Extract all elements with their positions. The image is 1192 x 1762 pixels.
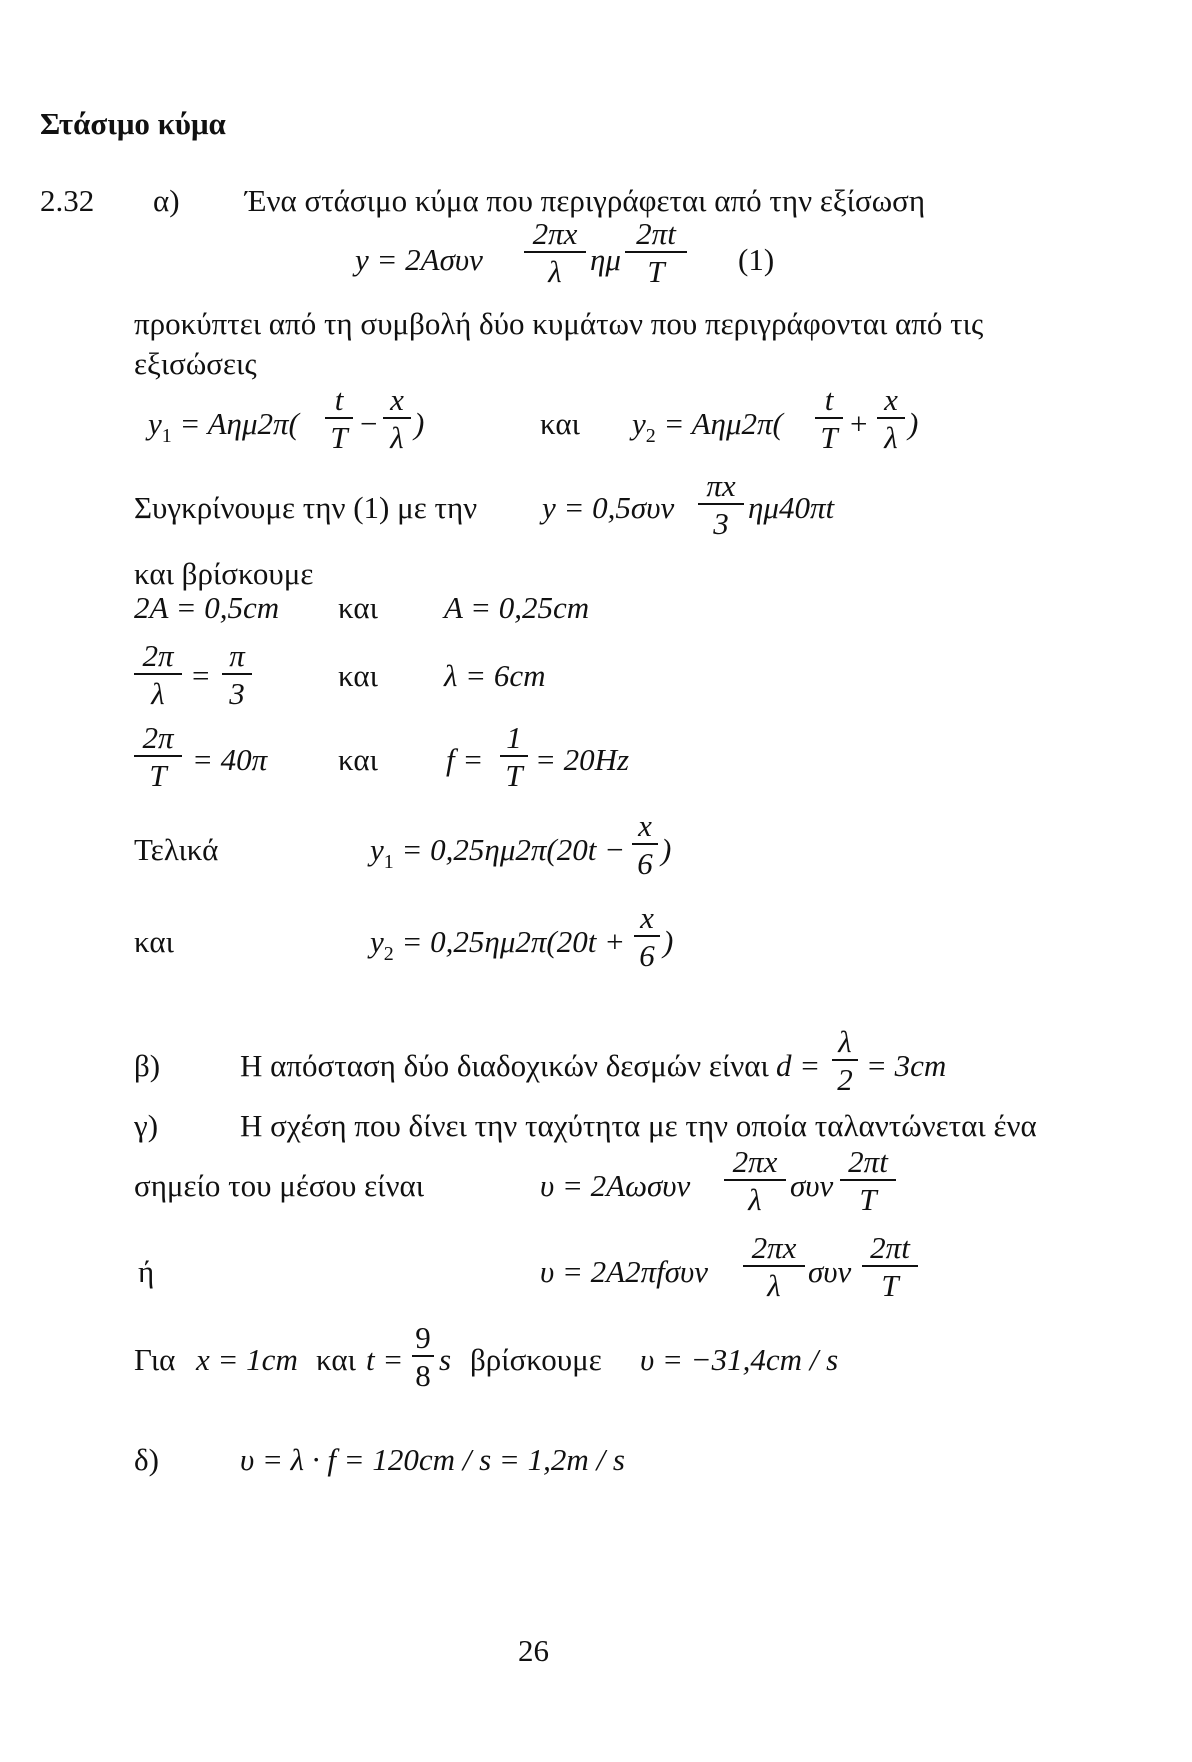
r2-right-den: 3: [229, 676, 245, 711]
v1-frac1-num: 2πx: [732, 1144, 778, 1179]
for-text: Για: [134, 1342, 176, 1377]
y1-close: ): [414, 406, 425, 441]
fraction-bar: [840, 1179, 896, 1181]
r2-left-frac: [134, 640, 182, 709]
page-number: 26: [518, 1633, 549, 1668]
v2-mid: συν: [808, 1254, 852, 1289]
part-c-line1: Η σχέση που δίνει την ταχύτητα με την οποία ταλαντώνεται ένα: [240, 1108, 1037, 1143]
fraction-bar: [862, 1265, 918, 1267]
part-b-text: Η απόσταση δύο διαδοχικών δεσμών είναι: [240, 1048, 769, 1083]
y2-frac-t: [815, 384, 843, 453]
text2-line2: εξισώσεις: [134, 346, 257, 381]
y2-frac-x: [877, 384, 905, 453]
y2-rhs: = Aημ2π(: [655, 406, 783, 441]
eq1-tag: (1): [738, 242, 775, 277]
v1-frac2: [840, 1146, 896, 1215]
part-d-label: δ): [134, 1442, 159, 1477]
v2-frac2: [862, 1232, 918, 1301]
v2-lhs: υ = 2A2πfσυν: [540, 1254, 709, 1289]
fraction-bar: [743, 1265, 805, 1267]
fraction-bar: [134, 673, 182, 675]
kai-1: και: [540, 406, 580, 441]
v1-frac1-den: λ: [748, 1182, 762, 1217]
kai-4: και: [338, 742, 378, 777]
part-a-label: α): [153, 183, 180, 218]
y2-plus: +: [850, 406, 868, 441]
t-unit: s: [439, 1342, 452, 1377]
compare-frac-den: 3: [713, 506, 729, 541]
fraction-bar: [325, 417, 353, 419]
v2-frac2-num: 2πt: [870, 1230, 910, 1265]
frac-t-den: T: [820, 420, 838, 455]
frac-x-den: λ: [390, 420, 404, 455]
final-y1-frac-num: x: [638, 808, 652, 843]
r2-left-den: λ: [151, 676, 165, 711]
eq1-frac1-num: 2πx: [532, 216, 578, 251]
fraction-bar: [815, 417, 843, 419]
frac-x-num: x: [390, 382, 404, 417]
r3-f-den: T: [505, 758, 523, 793]
v1-mid: συν: [790, 1168, 834, 1203]
part-d-eq: υ = λ · f = 120cm / s = 1,2m / s: [240, 1442, 625, 1477]
r1-right: A = 0,25cm: [444, 590, 590, 625]
fraction-bar: [383, 417, 411, 419]
final-y1-subscript: 1: [383, 851, 394, 873]
frac-x-den: λ: [884, 420, 898, 455]
t-frac: [412, 1322, 434, 1391]
r2-right-frac: [222, 640, 252, 709]
final-y2-frac-num: x: [640, 900, 654, 935]
fraction-bar: [877, 417, 905, 419]
kai-3: και: [338, 658, 378, 693]
eq1-frac2-den: T: [647, 254, 665, 289]
v-result: υ = −31,4cm / s: [640, 1342, 839, 1377]
y1-rhs: = Aημ2π(: [171, 406, 299, 441]
part-b-num: λ: [838, 1024, 852, 1059]
y2-close: ): [908, 406, 919, 441]
fraction-bar: [832, 1059, 858, 1061]
r3-f-rhs: = 20Hz: [535, 742, 630, 777]
eq1-frac1: [524, 218, 586, 287]
final-y2-symbol: y: [370, 924, 384, 959]
eq1-frac1-den: λ: [548, 254, 562, 289]
finally-text: Τελικά: [134, 832, 219, 867]
or-text: ή: [138, 1254, 155, 1289]
fraction-bar: [500, 755, 528, 757]
final-y2-rhs: = 0,25ημ2π(20t +: [393, 924, 626, 959]
t-num: 9: [415, 1320, 431, 1355]
fraction-bar: [524, 251, 586, 253]
fraction-bar: [134, 755, 182, 757]
v1-lhs: υ = 2Aωσυν: [540, 1168, 691, 1203]
final-y2-subscript: 2: [383, 943, 394, 965]
fraction-bar: [632, 843, 658, 845]
fraction-bar: [625, 251, 687, 253]
problem-number: 2.32: [40, 183, 95, 218]
final-y1: [370, 832, 626, 873]
part-a-intro: Ένα στάσιμο κύμα που περιγράφεται από την εξίσωση: [245, 183, 926, 218]
fraction-bar: [698, 503, 744, 505]
v1-frac2-num: 2πt: [848, 1144, 888, 1179]
eq1-lhs: y = 2Aσυν: [355, 242, 483, 277]
fraction-bar: [222, 673, 252, 675]
final-y2-frac-den: 6: [639, 938, 655, 973]
final-y1-symbol: y: [370, 832, 384, 867]
v2-frac1-den: λ: [767, 1268, 781, 1303]
find-text: και βρίσκουμε: [134, 556, 314, 591]
final-y1-close: ): [661, 832, 672, 867]
y1-equation: [148, 406, 299, 447]
r3-left-den: T: [149, 758, 167, 793]
compare-text: Συγκρίνουμε την (1) με την: [134, 490, 478, 525]
kai-2: και: [338, 590, 378, 625]
r2-right-num: π: [229, 638, 245, 673]
frac-t-num: t: [334, 382, 344, 417]
fraction-bar: [724, 1179, 786, 1181]
y2-subscript: 2: [645, 425, 656, 447]
v1-frac1: [724, 1146, 786, 1215]
r3-f: f =: [446, 742, 484, 777]
kai-5: και: [134, 924, 174, 959]
part-b-den: 2: [837, 1062, 853, 1097]
final-y1-frac: [632, 810, 658, 879]
final-y2: [370, 924, 626, 965]
y1-frac-t: [325, 384, 353, 453]
r3-left-frac: [134, 722, 182, 791]
section-title: Στάσιμο κύμα: [40, 106, 226, 141]
final-y1-rhs: = 0,25ημ2π(20t −: [393, 832, 626, 867]
compare-lhs: y = 0,5συν: [542, 490, 675, 525]
eq1-frac2: [625, 218, 687, 287]
text2-line1: προκύπτει από τη συμβολή δύο κυμάτων που περιγράφονται από τις: [134, 306, 984, 341]
y1-subscript: 1: [161, 425, 172, 447]
t-lhs: t =: [366, 1342, 404, 1377]
part-b-frac: [832, 1026, 858, 1095]
find-text-c: βρίσκουμε: [470, 1342, 602, 1377]
r3-f-num: 1: [506, 720, 522, 755]
final-y2-frac: [634, 902, 660, 971]
kai-6: και: [316, 1342, 356, 1377]
fraction-bar: [634, 935, 660, 937]
compare-frac-num: πx: [706, 468, 736, 503]
compare-frac: [698, 470, 744, 539]
r2-left-num: 2π: [142, 638, 174, 673]
part-b-label: β): [134, 1048, 161, 1083]
frac-x-num: x: [884, 382, 898, 417]
frac-t-den: T: [330, 420, 348, 455]
part-c-line2: σημείο του μέσου είναι: [134, 1168, 425, 1203]
v1-frac2-den: T: [859, 1182, 877, 1217]
v2-frac1-num: 2πx: [751, 1230, 797, 1265]
r2-eq: =: [192, 658, 210, 693]
r2-result: λ = 6cm: [444, 658, 546, 693]
part-b-lhs: d =: [776, 1048, 821, 1083]
compare-rhs: ημ40πt: [748, 490, 835, 525]
y1-symbol: y: [148, 406, 162, 441]
v2-frac2-den: T: [881, 1268, 899, 1303]
y2-symbol: y: [632, 406, 646, 441]
t-den: 8: [415, 1358, 431, 1393]
fraction-bar: [412, 1355, 434, 1357]
r3-left-num: 2π: [142, 720, 174, 755]
x-value: x = 1cm: [196, 1342, 298, 1377]
r3-left-rhs: = 40π: [192, 742, 268, 777]
eq1-mid: ημ: [590, 242, 621, 277]
final-y2-close: ): [663, 924, 674, 959]
part-c-label: γ): [134, 1108, 159, 1143]
r3-f-frac: [500, 722, 528, 791]
y1-frac-x: [383, 384, 411, 453]
y1-minus: −: [360, 406, 378, 441]
frac-t-num: t: [824, 382, 834, 417]
final-y1-frac-den: 6: [637, 846, 653, 881]
y2-equation: [632, 406, 783, 447]
r1-left: 2A = 0,5cm: [134, 590, 280, 625]
v2-frac1: [743, 1232, 805, 1301]
part-b-rhs: = 3cm: [866, 1048, 947, 1083]
eq1-frac2-num: 2πt: [636, 216, 676, 251]
